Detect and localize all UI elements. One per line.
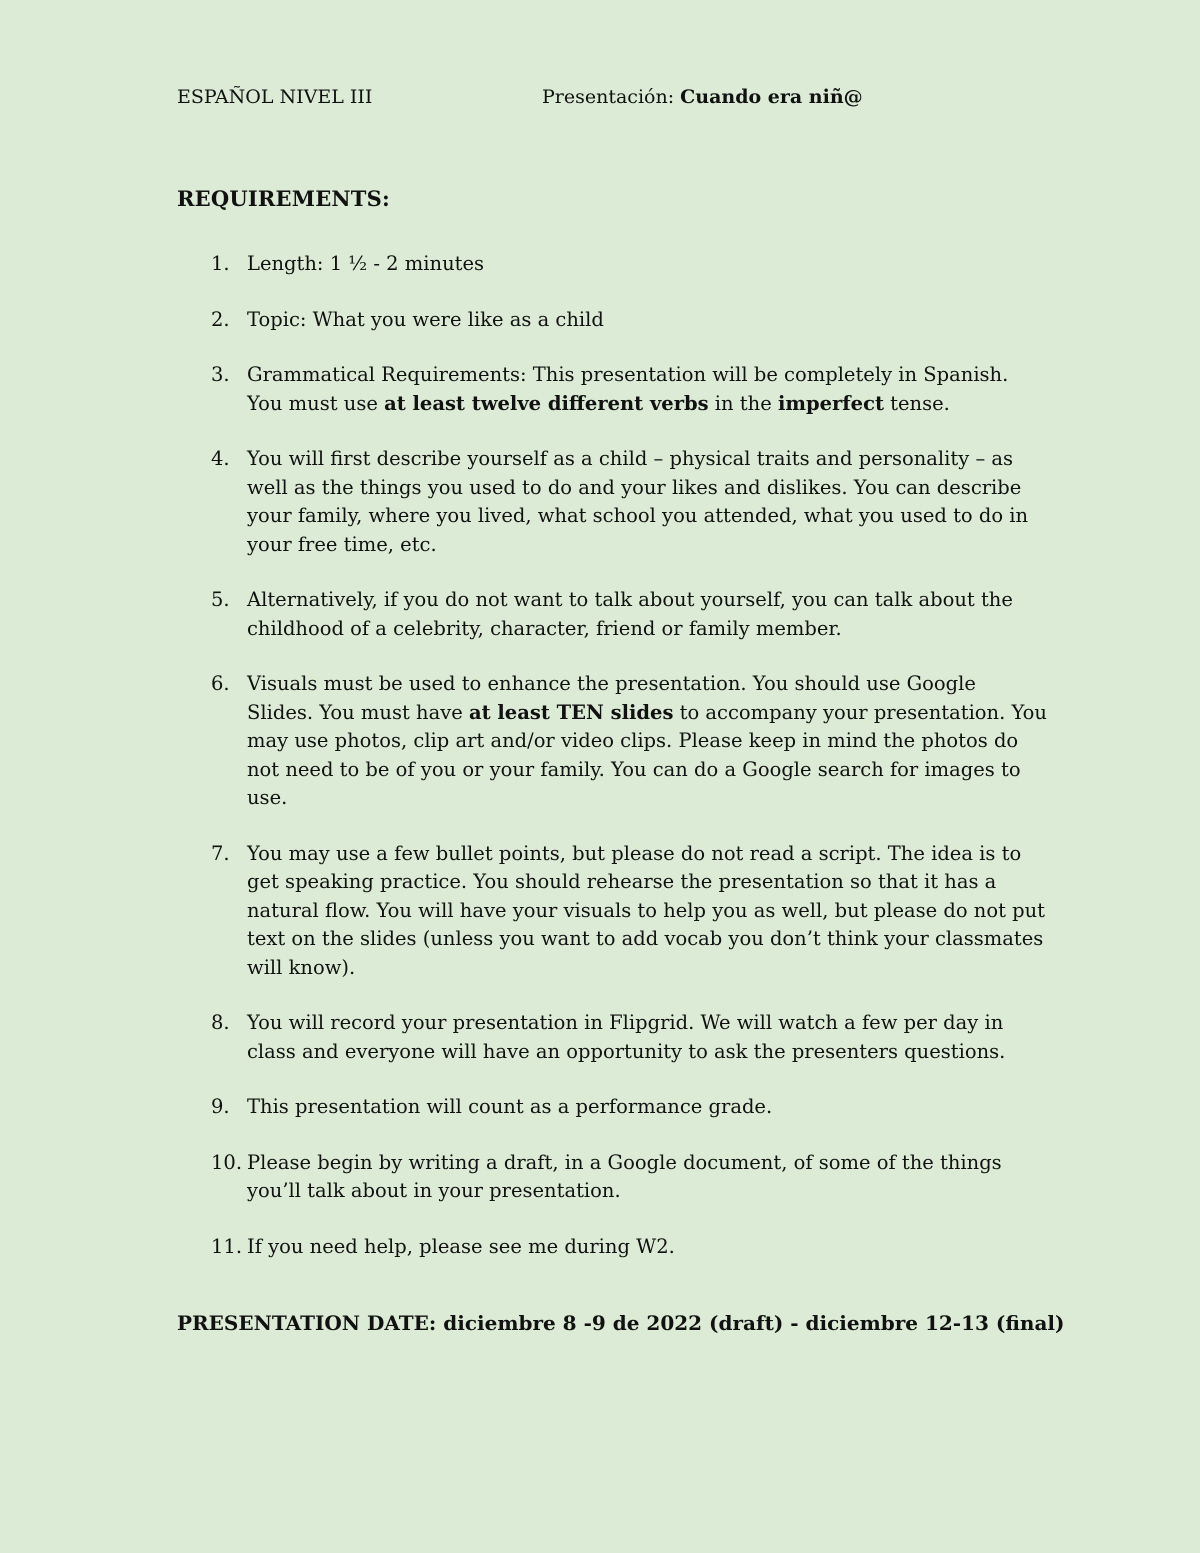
requirement-number: 6. bbox=[211, 672, 230, 695]
requirement-number: 2. bbox=[211, 307, 230, 331]
requirement-item bbox=[177, 306, 1047, 335]
requirement-text: You will record your presentation in Flipgrid. We will watch a few per day in class and everyone will have an opportunity to ask the presenters questions. bbox=[247, 1011, 1006, 1063]
requirement-text-bold: at least TEN slides bbox=[468, 700, 674, 724]
requirement-number: 7. bbox=[211, 841, 230, 865]
requirement-text: You may use a few bullet points, but please do not read a script. The idea is to get speaking practice. You should rehearse the presentation so that it has a natural flow. You will have your visuals to help you as well, but please do not put text on the slides (unless you want to add vocab you don’t think your classmates will know). bbox=[247, 841, 1045, 979]
requirement-text: Please begin by writing a draft, in a Google document, of some of the things you’ll talk about in your presentation. bbox=[247, 1150, 1002, 1202]
requirement-number: 9. bbox=[211, 1095, 230, 1118]
presentation-title-line bbox=[542, 86, 863, 108]
requirement-text-bold: imperfect bbox=[777, 391, 884, 415]
requirement-text: Visuals must be used to enhance the presentation. You should use Google Slides. You must have bbox=[247, 672, 976, 724]
requirement-number: 5. bbox=[211, 588, 230, 611]
requirement-item bbox=[177, 670, 1047, 813]
requirement-text: in the bbox=[708, 391, 778, 415]
requirement-item bbox=[177, 1149, 1047, 1206]
requirement-item bbox=[177, 586, 1047, 643]
requirement-number: 1. bbox=[211, 252, 230, 275]
requirement-text: You will first describe yourself as a child – physical traits and personality – as well as the things you used to do and your likes and dislikes. You can describe your family, where you lived, what school you attended, what you used to do in your free time, etc. bbox=[247, 447, 1029, 556]
requirement-item bbox=[177, 1009, 1047, 1066]
course-title: ESPAÑOL NIVEL III bbox=[177, 86, 373, 108]
requirement-text: This presentation will count as a performance grade. bbox=[247, 1095, 773, 1118]
requirement-number: 4. bbox=[211, 447, 230, 470]
requirement-item bbox=[177, 361, 1047, 418]
requirement-text: Length: 1 ½ - 2 minutes bbox=[247, 252, 485, 275]
requirement-item bbox=[177, 840, 1047, 983]
presentation-title: Cuando era niñ@ bbox=[680, 86, 863, 108]
requirement-text: If you need help, please see me during W2. bbox=[247, 1234, 675, 1258]
requirement-item bbox=[177, 1093, 1047, 1122]
requirement-number: 11. bbox=[211, 1234, 243, 1258]
requirement-text: tense. bbox=[883, 391, 950, 415]
presentation-date: PRESENTATION DATE: diciembre 8 -9 de 2022 (draft) - diciembre 12-13 (final) bbox=[177, 1311, 1065, 1335]
requirement-text: Topic: What you were like as a child bbox=[247, 307, 604, 331]
requirement-number: 3. bbox=[211, 363, 230, 386]
requirement-number: 8. bbox=[211, 1011, 230, 1034]
requirement-item bbox=[177, 445, 1047, 559]
presentation-label: Presentación: bbox=[542, 86, 681, 108]
requirement-text: Alternatively, if you do not want to talk about yourself, you can talk about the childhood of a celebrity, character, friend or family member. bbox=[247, 588, 1013, 640]
requirement-number: 10. bbox=[211, 1150, 243, 1174]
requirement-text: to accompany your presentation. You may use photos, clip art and/or video clips. Please keep in mind the photos do not need to be of you or your family. You can do a Google search for images to use. bbox=[247, 700, 1047, 809]
requirement-text: Grammatical Requirements: This presentation will be completely in Spanish. You must use bbox=[247, 363, 1009, 415]
requirement-item bbox=[177, 1233, 1047, 1262]
requirement-text-bold: at least twelve different verbs bbox=[384, 391, 709, 415]
requirement-item bbox=[177, 250, 1047, 279]
requirements-heading: REQUIREMENTS: bbox=[177, 186, 390, 211]
requirements-list bbox=[177, 250, 1047, 1288]
